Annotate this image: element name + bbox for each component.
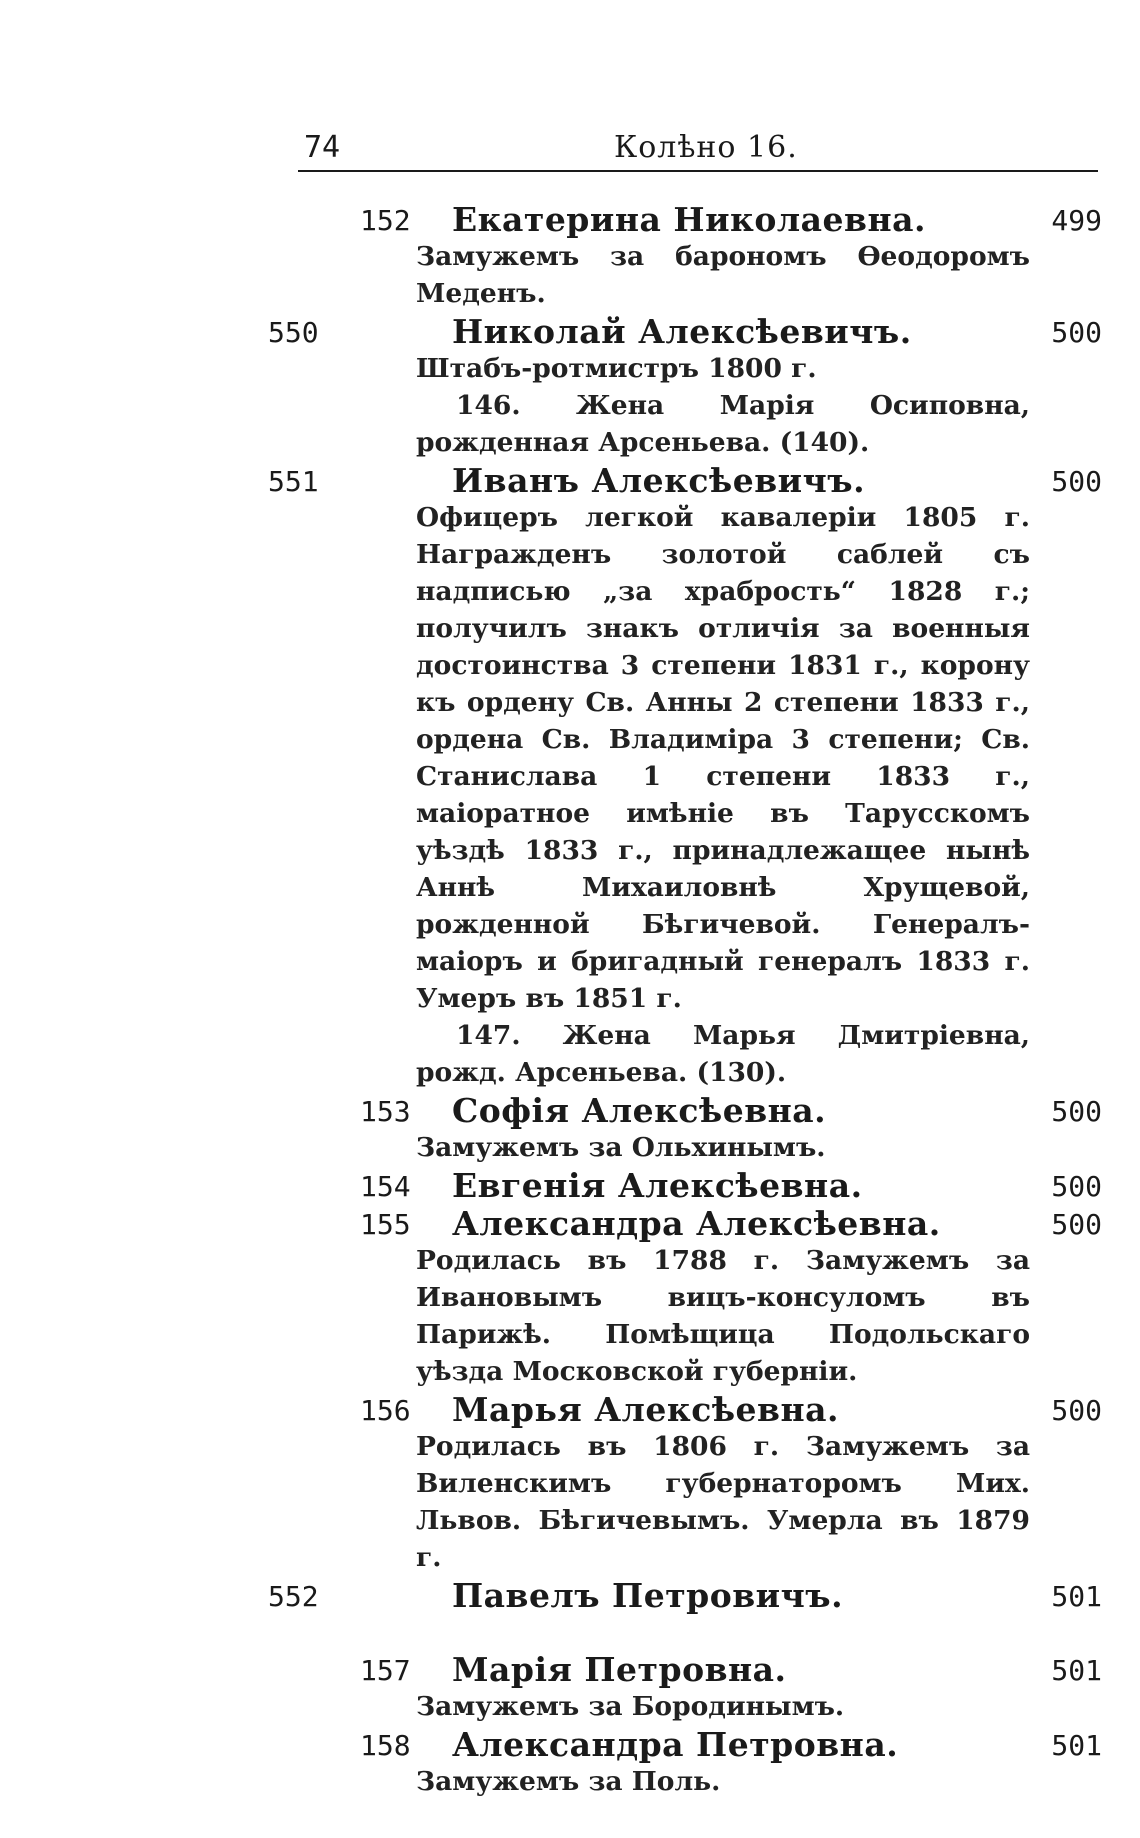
entry-description: Штабъ-ротмистръ 1800 г.: [416, 353, 817, 384]
genealogy-entry: [0, 200, 1140, 312]
spouse-note: 147. Жена Марья Дмитріевна, рожд. Арсеньева. (130).: [416, 1020, 1030, 1088]
genealogy-entry: [0, 1650, 1140, 1725]
entry-heading: [0, 1091, 1140, 1129]
entry-description: Замужемъ за барономъ Өеодоромъ Меденъ.: [416, 241, 1030, 309]
female-number: 158: [360, 1729, 411, 1762]
reference-number: 501: [1051, 1729, 1102, 1762]
entry-description: Замужемъ за Поль.: [416, 1766, 721, 1797]
running-title: Колѣно 16.: [614, 130, 798, 165]
person-name: Иванъ Алексѣевичъ.: [452, 461, 866, 500]
section-gap: [0, 1614, 1140, 1650]
reference-number: 500: [1051, 465, 1102, 498]
page-number: 74: [304, 130, 341, 165]
entry-heading: [0, 1166, 1140, 1204]
entry-heading: [0, 461, 1140, 499]
reference-number: 501: [1051, 1580, 1102, 1613]
reference-number: 500: [1051, 316, 1102, 349]
entry-heading: [0, 200, 1140, 238]
entry-description: Родилась въ 1806 г. Замужемъ за Виленскимъ губернаторомъ Мих. Львов. Бѣгичевымъ. Умерла въ 1879 г.: [416, 1431, 1030, 1573]
person-name: Екатерина Николаевна.: [452, 200, 926, 239]
male-number: 552: [268, 1580, 319, 1613]
genealogy-entry: [0, 1204, 1140, 1390]
genealogy-entries: [0, 200, 1140, 1800]
reference-number: 500: [1051, 1095, 1102, 1128]
entry-heading: [0, 1576, 1140, 1614]
entry-description: Замужемъ за Бородинымъ.: [416, 1691, 845, 1722]
reference-number: 501: [1051, 1654, 1102, 1687]
person-name: Марья Алексѣевна.: [452, 1390, 839, 1429]
person-name: Николай Алексѣевичъ.: [452, 312, 912, 351]
male-number: 550: [268, 316, 319, 349]
entry-description: Офицеръ легкой кавалеріи 1805 г. Награжденъ золотой саблей съ надписью „за храбрость“ 1828 г.; получилъ знакъ отличія за военныя достоинства 3 степени 1831 г., корону къ ордену Св. Анны 2 степени 1833 г., ордена Св. Владиміра 3 степени; Св. Станислава 1 степени 1833 г., маіоратное имѣніе въ Тарусскомъ уѣздѣ 1833 г., принадлежащее нынѣ Аннѣ Михаиловнѣ Хрущевой, рожденной Бѣгичевой. Генералъ-маіоръ и бригадный генералъ 1833 г. Умеръ въ 1851 г.: [416, 502, 1030, 1014]
person-name: Софія Алексѣевна.: [452, 1091, 827, 1130]
genealogy-entry: [0, 1725, 1140, 1800]
genealogy-entry: [0, 461, 1140, 1091]
reference-number: 499: [1051, 204, 1102, 237]
female-number: 156: [360, 1394, 411, 1427]
person-name: Марія Петровна.: [452, 1650, 787, 1689]
entry-description: Родилась въ 1788 г. Замужемъ за Ивановымъ вицъ-консуломъ въ Парижѣ. Помѣщица Подольскаго уѣзда Московской губерніи.: [416, 1245, 1030, 1387]
person-name: Александра Петровна.: [452, 1725, 899, 1764]
genealogy-entry: [0, 1576, 1140, 1650]
person-name: Александра Алексѣевна.: [452, 1204, 941, 1243]
female-number: 152: [360, 204, 411, 237]
reference-number: 500: [1051, 1208, 1102, 1241]
female-number: 153: [360, 1095, 411, 1128]
female-number: 157: [360, 1654, 411, 1687]
reference-number: 500: [1051, 1170, 1102, 1203]
entry-heading: [0, 1204, 1140, 1242]
entry-heading: [0, 1390, 1140, 1428]
female-number: 155: [360, 1208, 411, 1241]
male-number: 551: [268, 465, 319, 498]
female-number: 154: [360, 1170, 411, 1203]
reference-number: 500: [1051, 1394, 1102, 1427]
entry-description: Замужемъ за Ольхинымъ.: [416, 1132, 826, 1163]
spouse-note: 146. Жена Марія Осиповна, рожденная Арсеньева. (140).: [416, 390, 1030, 458]
entry-heading: [0, 312, 1140, 350]
genealogy-entry: [0, 312, 1140, 461]
genealogy-entry: [0, 1390, 1140, 1576]
person-name: Евгенія Алексѣевна.: [452, 1166, 863, 1205]
genealogy-entry: [0, 1166, 1140, 1204]
page-header: [298, 128, 1098, 172]
genealogy-entry: [0, 1091, 1140, 1166]
entry-heading: [0, 1650, 1140, 1688]
entry-heading: [0, 1725, 1140, 1763]
person-name: Павелъ Петровичъ.: [452, 1576, 844, 1615]
